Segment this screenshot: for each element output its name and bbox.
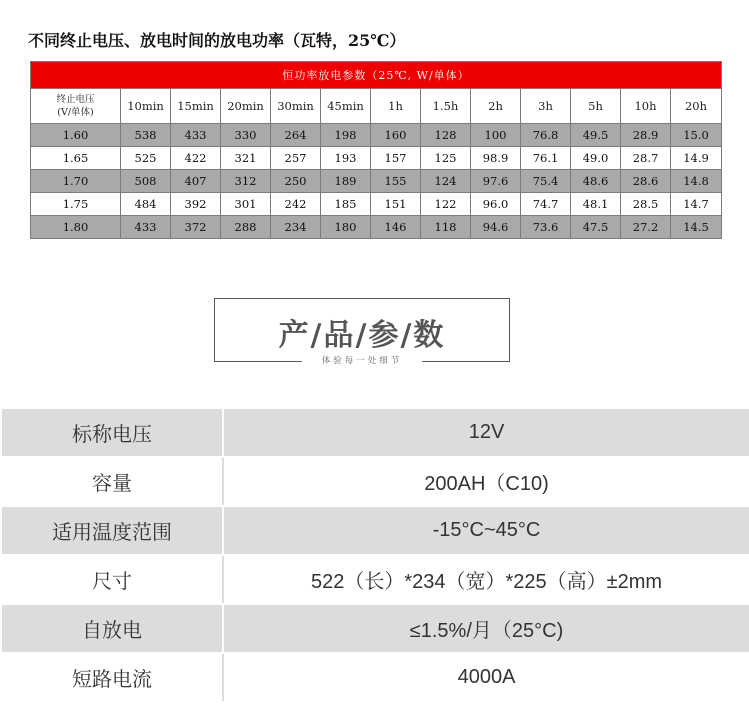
power-value-cell: 27.2: [621, 216, 671, 239]
param-value: 522（长）*234（宽）*225（高）±2mm: [223, 555, 749, 604]
table-banner: 恒功率放电参数（25℃, W/单体）: [31, 62, 722, 89]
power-value-cell: 242: [271, 193, 321, 216]
power-value-cell: 321: [221, 147, 271, 170]
power-value-cell: 14.7: [671, 193, 722, 216]
power-value-cell: 433: [171, 124, 221, 147]
param-row: [1, 408, 749, 457]
power-value-cell: 96.0: [471, 193, 521, 216]
power-value-cell: 75.4: [521, 170, 571, 193]
corner-header: [31, 89, 121, 124]
column-header: 5h: [571, 89, 621, 124]
table-row: [31, 124, 722, 147]
power-value-cell: 392: [171, 193, 221, 216]
power-value-cell: 94.6: [471, 216, 521, 239]
power-value-cell: 264: [271, 124, 321, 147]
power-value-cell: 180: [321, 216, 371, 239]
param-row: [1, 653, 749, 702]
param-label: 尺寸: [1, 555, 223, 604]
product-params-table: [0, 407, 749, 703]
power-value-cell: 28.9: [621, 124, 671, 147]
power-value-cell: 14.5: [671, 216, 722, 239]
power-value-cell: 146: [371, 216, 421, 239]
power-value-cell: 98.9: [471, 147, 521, 170]
power-value-cell: 193: [321, 147, 371, 170]
param-label: 容量: [1, 457, 223, 506]
power-value-cell: 47.5: [571, 216, 621, 239]
section-header: [214, 298, 510, 364]
column-header: 20min: [221, 89, 271, 124]
voltage-cell: 1.70: [31, 170, 121, 193]
power-value-cell: 250: [271, 170, 321, 193]
power-value-cell: 422: [171, 147, 221, 170]
power-value-cell: 73.6: [521, 216, 571, 239]
power-value-cell: 185: [321, 193, 371, 216]
column-header: 3h: [521, 89, 571, 124]
power-value-cell: 433: [121, 216, 171, 239]
power-value-cell: 28.5: [621, 193, 671, 216]
power-value-cell: 74.7: [521, 193, 571, 216]
power-value-cell: 28.6: [621, 170, 671, 193]
power-value-cell: 198: [321, 124, 371, 147]
column-header: 1h: [371, 89, 421, 124]
power-value-cell: 301: [221, 193, 271, 216]
voltage-cell: 1.65: [31, 147, 121, 170]
voltage-cell: 1.60: [31, 124, 121, 147]
section-subtitle: 体验每一处细节: [321, 356, 403, 366]
frame-top-line: [214, 298, 510, 299]
power-value-cell: 122: [421, 193, 471, 216]
power-value-cell: 124: [421, 170, 471, 193]
power-value-cell: 508: [121, 170, 171, 193]
power-value-cell: 97.6: [471, 170, 521, 193]
voltage-cell: 1.80: [31, 216, 121, 239]
param-label: 自放电: [1, 604, 223, 653]
column-header: 15min: [171, 89, 221, 124]
section-title: 产/品/参/数: [278, 318, 446, 353]
table-row: [31, 147, 722, 170]
param-row: [1, 457, 749, 506]
param-value: ≤1.5%/月（25°C): [223, 604, 749, 653]
param-row: [1, 506, 749, 555]
column-header: 45min: [321, 89, 371, 124]
power-value-cell: 157: [371, 147, 421, 170]
param-value: 4000A: [223, 653, 749, 702]
column-header: 1.5h: [421, 89, 471, 124]
power-value-cell: 330: [221, 124, 271, 147]
power-value-cell: 48.6: [571, 170, 621, 193]
power-value-cell: 76.1: [521, 147, 571, 170]
param-label: 短路电流: [1, 653, 223, 702]
power-value-cell: 234: [271, 216, 321, 239]
column-header: 30min: [271, 89, 321, 124]
corner-label-line1: 终止电压: [56, 94, 95, 105]
power-value-cell: 14.9: [671, 147, 722, 170]
document-title: 不同终止电压、放电时间的放电功率（瓦特，25℃）: [28, 31, 406, 50]
voltage-cell: 1.75: [31, 193, 121, 216]
power-value-cell: 525: [121, 147, 171, 170]
power-value-cell: 100: [471, 124, 521, 147]
power-value-cell: 257: [271, 147, 321, 170]
power-value-cell: 484: [121, 193, 171, 216]
power-value-cell: 312: [221, 170, 271, 193]
power-value-cell: 76.8: [521, 124, 571, 147]
power-value-cell: 189: [321, 170, 371, 193]
param-value: 12V: [223, 408, 749, 457]
discharge-power-table: [30, 61, 722, 239]
table-row: [31, 170, 722, 193]
corner-label-line2: (V/单体): [57, 107, 94, 118]
column-header: 10min: [121, 89, 171, 124]
power-value-cell: 49.0: [571, 147, 621, 170]
column-header: 20h: [671, 89, 722, 124]
power-value-cell: 151: [371, 193, 421, 216]
power-value-cell: 155: [371, 170, 421, 193]
power-value-cell: 407: [171, 170, 221, 193]
power-value-cell: 160: [371, 124, 421, 147]
power-value-cell: 15.0: [671, 124, 722, 147]
table-row: [31, 193, 722, 216]
param-value: 200AH（C10): [223, 457, 749, 506]
param-row: [1, 555, 749, 604]
column-header: 10h: [621, 89, 671, 124]
power-value-cell: 288: [221, 216, 271, 239]
power-value-cell: 28.7: [621, 147, 671, 170]
param-label: 标称电压: [1, 408, 223, 457]
power-value-cell: 372: [171, 216, 221, 239]
power-value-cell: 48.1: [571, 193, 621, 216]
power-value-cell: 125: [421, 147, 471, 170]
power-value-cell: 14.8: [671, 170, 722, 193]
table-row: [31, 216, 722, 239]
column-header: 2h: [471, 89, 521, 124]
param-label: 适用温度范围: [1, 506, 223, 555]
param-row: [1, 604, 749, 653]
param-value: -15°C~45°C: [223, 506, 749, 555]
power-value-cell: 49.5: [571, 124, 621, 147]
power-value-cell: 538: [121, 124, 171, 147]
power-value-cell: 128: [421, 124, 471, 147]
power-value-cell: 118: [421, 216, 471, 239]
